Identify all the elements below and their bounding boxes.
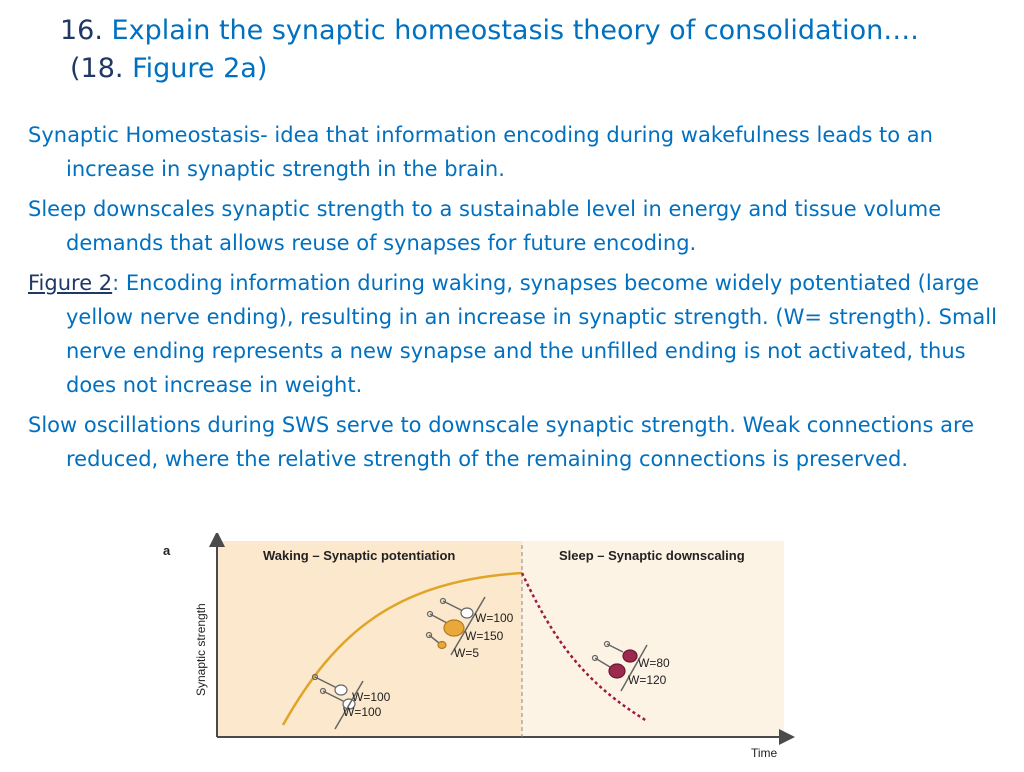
figure-2-description: : Encoding information during waking, synapses become widely potentiated (large yellow nerve ending), resulting in an increase in synaptic strength. (W= strength). Small nerve ending represents a new synapse and the unfilled ending is not activated, thus does not increase in weight. [66,271,997,397]
peak-weight-2: W=150 [465,629,504,643]
sleep-weight-1: W=80 [638,656,670,670]
title-line-1 [60,12,1000,50]
question-number: 16. [60,15,103,46]
title-line-2 [60,50,1000,88]
slide-title [60,12,1000,88]
sleep-weight-2: W=120 [628,673,667,687]
early-weight-1: W=100 [352,690,391,704]
panel-letter: a [163,543,171,558]
y-axis-label: Synaptic strength [194,603,208,696]
x-axis-label: Time [751,746,778,760]
sleep-label: Sleep – Synaptic downscaling [559,548,745,563]
early-weight-2: W=100 [343,705,382,719]
waking-label: Waking – Synaptic potentiation [263,548,456,563]
synaptic-homeostasis-figure [155,533,795,768]
question-text: Explain the synaptic homeostasis theory of consolidation…. [111,15,919,46]
bullet-synaptic-homeostasis: Synaptic Homeostasis- idea that information encoding during wakefulness leads to an increase in synaptic strength in the brain. [28,123,933,181]
peak-weight-3: W=5 [454,646,480,660]
bullet-slow-oscillations: Slow oscillations during SWS serve to downscale synaptic strength. Weak connections are reduced, where the relative strength of the remaining connections is preserved. [28,413,975,471]
slide-body [28,118,1003,482]
figure-2-link[interactable]: Figure 2 [28,271,113,295]
sleep-region [522,541,784,737]
question-ref-number: (18. [70,53,124,84]
bullet-figure-2 [28,266,1003,402]
peak-weight-1: W=100 [475,611,514,625]
bullet-sleep-downscales: Sleep downscales synaptic strength to a sustainable level in energy and tissue volume demands that allows reuse of synapses for future encoding. [28,197,942,255]
question-ref-text: Figure 2a) [132,53,268,84]
